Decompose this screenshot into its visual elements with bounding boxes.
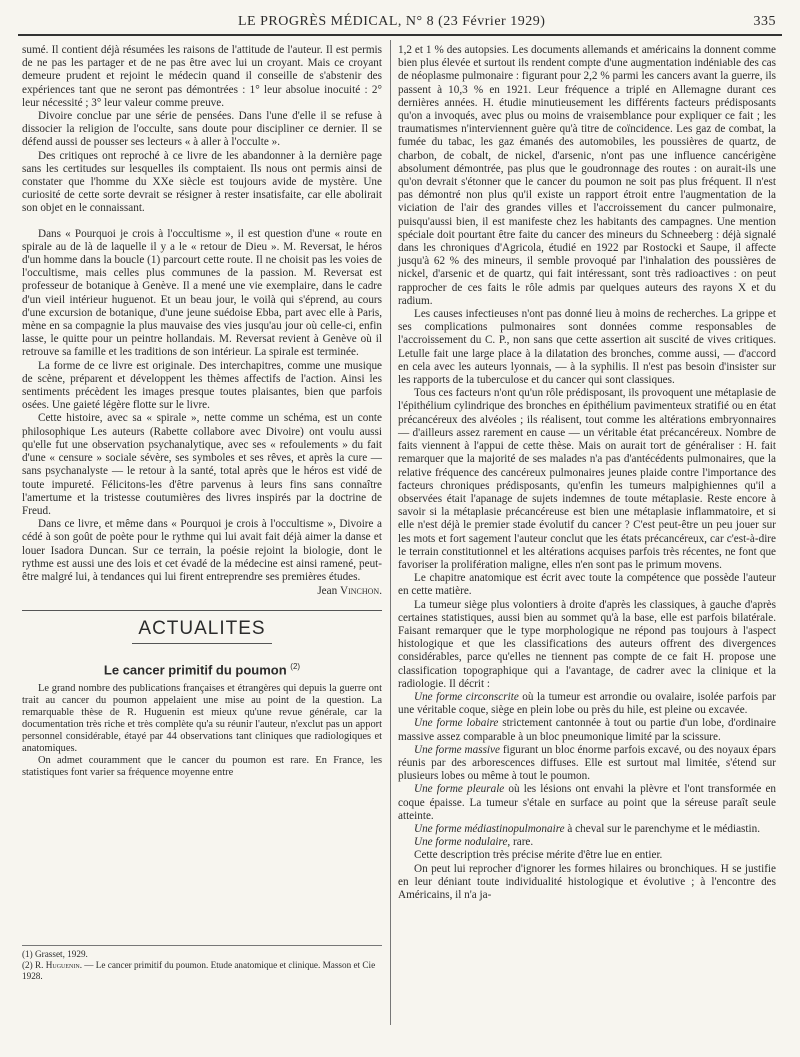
paragraph: sumé. Il contient déjà résumées les raisons de l'attitude de l'auteur. Il est permis de ne pas les partager et de ne pas être avec lui un croyant. Mais ce croyant demeure prudent et rejoint le médecin quand il conseille de s'abstenir des expériences tant que ne seront pas démontrées : 1° leur absolue inocuité : 2° leur nécessité ; 3° leur valeur comme preuve. <box>22 44 382 109</box>
paragraph: Le chapitre anatomique est écrit avec toute la compétence que possède l'auteur en cette matière. <box>398 572 776 598</box>
form-text: strictement cantonnée à tout ou partie d'un lobe, d'ordinaire massive assez comparable à un bloc pneumonique limité par la scissure. <box>398 717 777 743</box>
paragraph: Les causes infectieuses n'ont pas donné lieu à moins de recherches. La grippe et ses complications pulmonaires sont données comme responsables de l'accroissement du C. P., non sans que cette assertion ait suscité de vives critiques. Letulle fait une large place à la dilatation des bronches, comme aussi, — d'accord en cela avec les auteurs lyonnais, — à la syphilis. Il n'est pas besoin d'insister sur les rapports de la tuberculose et du cancer qui sont classiques. <box>398 308 776 387</box>
article-title <box>22 660 382 677</box>
right-column <box>398 44 776 902</box>
form-item <box>398 836 776 849</box>
paragraph: 1,2 et 1 % des autopsies. Les documents allemands et américains la donnent comme bien plus élevée et surtout ils rendent compte d'une augmentation indéniable des cas de néoplasme pulmonaire : figurant pour 2,2 % parmi les cancers avant la guerre, ils passent à 10,3 % en 1921. Leur fréquence a triplé en Allemagne durant ces dernières années. H. étudie minutieusement les différents facteurs prédisposants qu'on a invoqués, avec plus ou moins de vraisemblance pour expliquer ce fait ; les traumatismes n'interviennent guère qu'à titre de coïncidence. Les gaz de combat, la fumée du tabac, les gaz émanés des automobiles, les poussières de quartz, de charbon, de cobalt, de nickel, d'arsenic, n'ont pas une influence cancérigène absolument démontrée, pas plus que le goudronnage des routes : on aurait-ils une qu'on devrait s'étonner que le cancer du poumon ne soit pas plus fréquent. Il n'est pas démontré non plus qu'il existe un rapport étroit entre l'augmentation de la viciation de l'air des grandes villes et l'accroissement du cancer pulmonaire, puisqu'aussi bien, il est manifeste chez les habitants des campagnes. Une mention spéciale doit pourtant être faite du cancer des mineurs du Schneeberg : déjà signalé dans les chroniques d'Agricola, étudié en 1922 par Rostocki et Saupe, il affecte jusqu'à 62 % des mineurs, il semble provoqué par l'inhalation des poussières de nickel, d'arsenic et de quartz, qui fait intéressant, sont très radioactives : on peut rapprocher de ces faits le rôle admis par quelques auteurs des rayons X et du radium. <box>398 44 776 307</box>
signature-last-name: Vinchon. <box>340 585 382 598</box>
footnotes <box>22 945 382 982</box>
paragraph: Dans « Pourquoi je crois à l'occultisme », il est question d'une « route en spirale au de là de laquelle il y a le « retour de Dieu ». M. Reversat, le héros d'un homme dans la boucle (1) parcourt cette route. Il ne choisit pas les voies de l'occultisme, mais celles plus communes de la passion. M. Reversat est professeur de botanique à Genève. Il a mené une vie exemplaire, dans le cadre d'un vieil intérieur huguenot. Et un beau jour, le voilà qui s'éprend, au cours d'une excursion de botanique, d'une jeune suédoise Ebba, part avec elle à Paris, mène en sa compagnie la plus mauvaise des vies jusqu'au jour où celle-ci, enfin lasse, le quitte pour un peintre hollandais. M. Reversat revient à Genève où il retrouve sa famille et les traditions de son intérieur. La spirale est terminée. <box>22 227 382 359</box>
article-footnote-mark: (2) <box>290 662 301 672</box>
paragraph: Cette histoire, avec sa « spirale », nette comme un schéma, est un conte philosophique Les auteurs (Rabette collabore avec Divoire) ont voulu aussi qu'elle fut une observation psychanalytique, avec ses « refoulements » du fait d'une « censure » sociale sévère, ses symboles et ses rêves, et après la cure — sans psychanalyste — le retour à la santé, total après que le héros est vidé de toute impureté. Félicitons-les d'être parvenus à leurs fins sans connaître l'amertume et la tristesse coutumières des livres inspirés par la doctrine de Freud. <box>22 412 382 517</box>
form-text: rare. <box>513 836 534 849</box>
form-item <box>398 717 776 743</box>
footnote-text: — Le cancer primitif du poumon. Etude anatomique et clinique. Masson et Cie 1928. <box>22 960 376 981</box>
paragraph: On admet couramment que le cancer du poumon est rare. En France, les statistiques font varier sa fréquence moyenne entre <box>22 754 382 778</box>
form-text: figurant un bloc énorme parfois excavé, ou des noyaux épars réunis par des arborescences diffuses. Elle est surtout mal limitée, s'étend sur plusieurs lobes ou même à tout le poumon. <box>398 743 776 783</box>
paragraph: La forme de ce livre est originale. Des interchapitres, comme une musique de scène, préparent et développent les thèmes affectifs de l'action. Ainsi les sentiments précèdent les images presque toutes plaisantes, bien que parfois osées. Une gaieté légère flotte sur le livre. <box>22 359 382 412</box>
page-header <box>18 12 782 36</box>
section-rule <box>22 610 382 611</box>
page-number: 335 <box>753 14 776 29</box>
form-name: Une forme nodulaire, <box>414 836 511 849</box>
form-item <box>398 691 776 717</box>
signature <box>22 585 382 598</box>
paragraph: Tous ces facteurs n'ont qu'un rôle prédisposant, ils provoquent une métaplasie de l'épithélium cylindrique des bronches en épithélium pavimenteux stratifié ou en état précancéreux des alvéoles ; ils réalisent, tout comme les altérations embryonnaires — d'ailleurs assez rarement en cause — un véritable état précancéreux. Nombre de faits viennent à l'appui de cette thèse. Mais on aurait tort de généraliser : H. fait remarquer que la majorité de ses malades n'a pas d'antécédents pulmonaires, que la relative fréquence des cancéreux pulmonaires jeunes plaide contre l'importance des facteurs chroniques prédisposants, qu'enfin les tumeurs malpighiennes qu'il a observées était l'apanage de sujets indemnes de toute métaplasie. Reste encore à savoir si la métaplasie précancéreuse est bien une métaplasie inflammatoire, et si elle n'est déjà le premier stade évolutif du cancer ? C'est peut-être un peu jouer sur les mots et fort sagement l'auteur conclut que les états précancéreux, car c'est-à-dire le terrain constitutionnel et les altérations acquises parfois très récentes, ne font que favoriser la prolifération maligne, elles n'en sont pas le primum movens. <box>398 387 776 571</box>
form-name: Une forme massive <box>414 743 500 756</box>
footnote-mark: (1) <box>22 949 33 959</box>
footnote-mark: (2) <box>22 960 33 970</box>
journal-title: LE PROGRÈS MÉDICAL, N° 8 (23 Février 1929) <box>238 14 546 29</box>
signature-first-name: Jean <box>317 585 338 598</box>
section-title-underline <box>132 643 272 644</box>
form-text: à cheval sur le parenchyme et le médiastin. <box>567 822 760 835</box>
form-name: Une forme lobaire <box>414 717 499 730</box>
left-column <box>22 44 382 779</box>
article-title-text: Le cancer primitif du poumon <box>103 662 287 678</box>
paragraph: Le grand nombre des publications françaises et étrangères qui depuis la guerre ont trait au cancer du poumon appelaient une mise au point de la question. La remarquable thèse de R. Huguenin est mieux qu'une revue générale, car la documentation très riche et très complète qu'a su réunir l'auteur, n'exclut pas un apport personnel considérable, étayé par 44 observations tant cliniques que radiologiques et anatomiques. <box>22 682 382 754</box>
form-item <box>398 823 776 836</box>
section-title: ACTUALITES <box>138 618 266 640</box>
form-item <box>398 744 776 784</box>
footnote <box>22 960 382 982</box>
form-text: où les lésions ont envahi la plèvre et l'ont transformée en coque épaisse. La tumeur s'étale en surface au point que la séreuse paraît seule atteinte. <box>398 783 777 822</box>
footnote-author: R. Huguenin. <box>35 960 82 970</box>
paragraph: Des critiques ont reproché à ce livre de les abandonner à la dernière page sans les certitudes sur lesquelles ils comptaient. Ils nous ont permis ainsi de constater que l'homme du XXe siècle est toujours avide de mystère. Une curiosité de cette sorte devrait se résigner à rester insatisfaite, car elle abolirait son objet en le connaissant. <box>22 149 382 215</box>
paragraph: Divoire conclue par une série de pensées. Dans l'une d'elle il se refuse à dissocier la religion de l'occulte, sans doute pour discipliner ce dernier. Il se défend aussi de pousser ses lecteurs « à aller à l'occulte ». <box>22 110 382 149</box>
footnote-text: Grasset, 1929. <box>35 949 88 959</box>
form-name: Une forme pleurale <box>414 783 505 796</box>
form-name: Une forme circonscrite <box>414 690 519 703</box>
paragraph: Cette description très précise mérite d'être lue en entier. <box>414 849 663 862</box>
form-text: où la tumeur est arrondie ou ovalaire, isolée parfois par une véritable coque, siège en plein lobe ou près du hile, est pleine ou excavée. <box>398 690 776 717</box>
form-item <box>398 783 776 823</box>
paragraph: Dans ce livre, et même dans « Pourquoi je crois à l'occultisme », Divoire a cédé à son goût de poète pour le rythme qui lui avait fait déjà aimer la danse et louer Isadora Duncan. Sur ce terrain, la poésie rejoint la biologie, dont le rythme est aussi une des lois et cet évadé de la médecine est ainsi ramené, peut-être malgré lui, à tendances qui lui firent entreprendre ses premières études. <box>22 518 382 583</box>
column-divider <box>390 40 391 1025</box>
paragraph: On peut lui reprocher d'ignorer les formes hilaires ou bronchiques. H se justifie en leur déniant toute individualité histologique et évolutive ; à l'encontre des Américains, il n'a ja- <box>398 862 776 901</box>
paragraph: La tumeur siège plus volontiers à droite d'après les classiques, à gauche d'après certaines statistiques, aussi bien au sommet qu'à la base, elle est parfois bilatérale. Faisant remarquer que le type morphologique ne répond pas toujours à l'aspect histologique et que les classifications des auteurs offrent des divergences considérables, parce qu'elles ne tiennent pas compte de ce fait H. propose une classification topographique qui a l'avantage, de cadrer avec la clinique et la radiologie. Il décrit : <box>398 598 776 690</box>
footnote <box>22 949 382 960</box>
form-name: Une forme médiastinopulmonaire <box>414 822 565 835</box>
